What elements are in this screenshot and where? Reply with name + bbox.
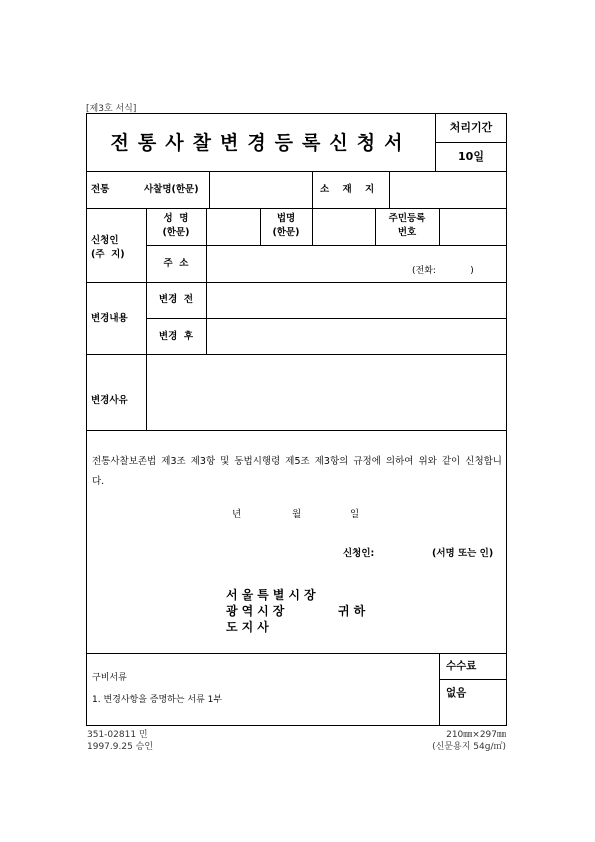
addressee-province: 도지사 <box>226 620 273 634</box>
divider <box>86 282 507 283</box>
attachment-item: 1. 변경사항을 증명하는 서류 1부 <box>92 695 223 705</box>
date-day: 일 <box>350 509 360 520</box>
divider <box>146 318 507 319</box>
attachments-title: 구비서류 <box>92 673 127 683</box>
fee-label: 수수료 <box>446 660 477 672</box>
divider <box>206 208 207 245</box>
location-label: 소 재 지 <box>320 184 380 195</box>
divider <box>209 171 210 208</box>
divider <box>435 142 507 143</box>
divider <box>439 653 440 726</box>
form-frame <box>86 113 507 726</box>
divider <box>206 245 207 282</box>
applicant-abbot-label: (주 지) <box>91 249 125 260</box>
fee-value: 없음 <box>446 687 467 699</box>
addressee-seoul: 서울특별시장 <box>226 588 320 602</box>
signature-note: (서명 또는 인) <box>432 548 494 559</box>
divider <box>439 208 440 245</box>
paper-type: (신문용지 54g/㎡) <box>432 742 506 752</box>
divider <box>86 354 507 355</box>
change-before-label: 변경 전 <box>158 294 194 305</box>
resident-number-label-2: 번호 <box>397 227 417 238</box>
honorific: 귀하 <box>338 604 370 618</box>
temple-label: 전통 <box>91 184 110 195</box>
divider <box>86 653 507 654</box>
date-year: 년 <box>232 509 242 520</box>
paper-size: 210㎜×297㎜ <box>446 730 506 740</box>
date-month: 월 <box>292 509 302 520</box>
divider <box>146 245 507 246</box>
address-label: 주 소 <box>163 258 189 269</box>
temple-name-label: 사찰명(한문) <box>144 184 199 195</box>
divider <box>312 171 313 208</box>
signature-label: 신청인: <box>343 548 375 559</box>
processing-period-label: 처리기간 <box>449 121 493 134</box>
divider <box>86 208 507 209</box>
form-number: [제3호 서식] <box>86 104 137 114</box>
processing-period-value: 10일 <box>458 150 484 163</box>
form-title: 전통사찰변경등록신청서 <box>110 132 412 154</box>
change-content-label: 변경내용 <box>91 313 128 324</box>
change-reason-label: 변경사유 <box>91 395 128 406</box>
form-code: 351-02811 민 <box>87 730 148 740</box>
change-after-label: 변경 후 <box>158 331 194 342</box>
divider <box>86 430 507 431</box>
resident-number-label: 주민등록 <box>388 213 426 224</box>
approval-date: 1997.9.25 승인 <box>87 742 154 752</box>
name-label: 성 명 <box>163 213 189 224</box>
application-statement: 전통사찰보존법 제3조 제3항 및 동법시행령 제5조 제3항의 규정에 의하여 위와 같이 신청합니다. <box>92 456 502 487</box>
dharma-name-label: 법명 <box>276 213 296 224</box>
divider <box>312 208 313 245</box>
applicant-label: 신청인 <box>91 235 119 246</box>
divider <box>389 171 390 208</box>
divider <box>146 354 147 430</box>
dharma-name-hanja-label: (한문) <box>272 227 300 238</box>
phone-label: (전화: ) <box>412 266 474 276</box>
addressee-metro: 광역시장 <box>226 604 289 618</box>
name-hanja-label: (한문) <box>162 227 190 238</box>
divider <box>439 679 507 680</box>
divider <box>86 171 507 172</box>
